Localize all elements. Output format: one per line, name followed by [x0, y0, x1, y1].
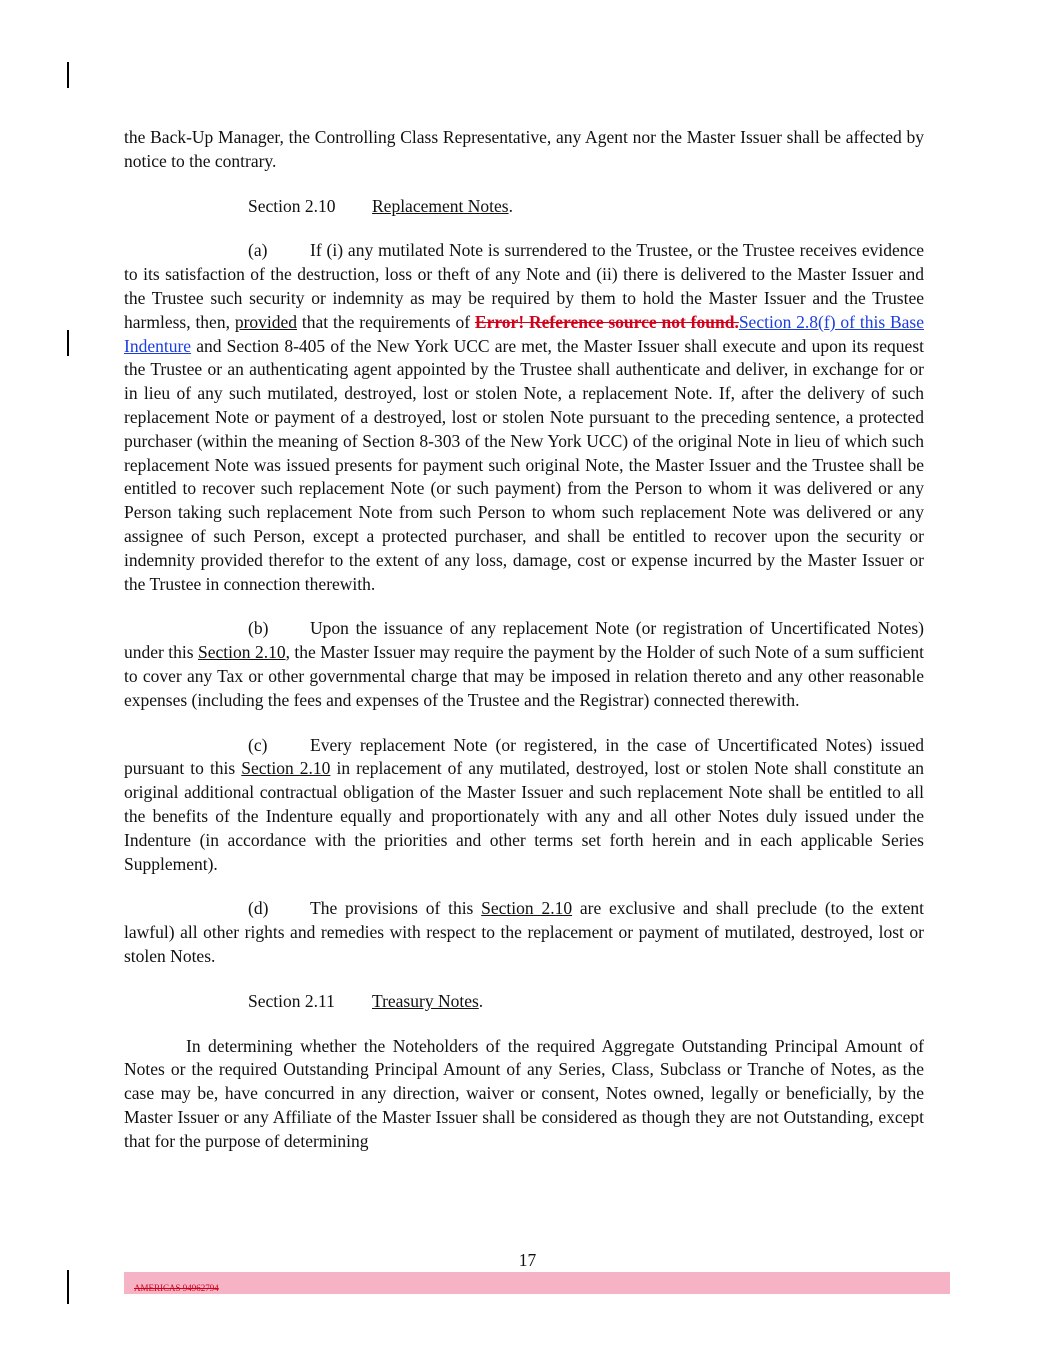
paragraph-label: (a) — [248, 240, 268, 261]
section-title: Treasury Notes — [372, 990, 479, 1011]
paragraph-b: (b) Upon the issuance of any replacement Note (or registration of Uncertificated Notes) under this Section 2.10, the Master Issuer may require the payment by the Holder of such Note of a sum sufficient to cover any Tax or other governmental charge that may be imposed in relation thereto and any other reasonable expenses (including the fees and expenses of the Trustee and the Registrar) connected therewith. — [124, 618, 924, 710]
paragraph-c: (c) Every replacement Note (or registered, in the case of Uncertificated Notes) issued pursuant to this Section 2.10 in replacement of any mutilated, destroyed, lost or stolen Note shall constitute an original additional contractual obligation of the Master Issuer and such replacement Note shall be entitled to all the benefits of the Indenture equally and proportionately with any and all other Notes duly issued under the Indenture (in accordance with the priorities and other terms set forth herein and in each applicable Series Supplement). — [124, 734, 924, 874]
change-bar — [67, 330, 69, 356]
section-reference: Section 2.10 — [481, 898, 573, 919]
section-heading-2-11: Section 2.11 Treasury Notes. — [124, 990, 924, 1014]
section-number: Section 2.11 — [248, 990, 335, 1011]
paragraph-label: (c) — [248, 734, 268, 755]
footer-band — [124, 1272, 950, 1294]
section-number: Section 2.10 — [248, 195, 336, 216]
deleted-reference: Error! Reference source not found. — [474, 311, 739, 332]
paragraph-d: (d) The provisions of this Section 2.10 are exclusive and shall preclude (to the extent lawful) all other rights and remedies with respect to the replacement or payment of mutilated, destroyed, lost or stolen Notes. — [124, 898, 924, 966]
document-body — [124, 126, 924, 1153]
change-bar — [67, 62, 69, 88]
footer-document-id: AMERICAS 94962794 — [134, 1283, 219, 1293]
paragraph-label: (d) — [248, 898, 269, 919]
page-number: 17 — [518, 1250, 537, 1270]
paragraph-a: (a) If (i) any mutilated Note is surrendered to the Trustee, or the Trustee receives evidence to its satisfaction of the destruction, loss or theft of any Note and (ii) there is delivered to the Master Issuer and the Trustee such security or indemnity as may be required by them to hold the Master Issuer and the Trustee harmless, then, provided that the requirements of Error! Reference source not found.Section 2.8(f) of this Base Indenture and Section 8-405 of the New York UCC are met, the Master Issuer shall execute and upon its request the Trustee or an authenticating agent appointed by the Trustee shall authenticate and deliver, in exchange for or in lieu of any such mutilated, destroyed, lost or stolen Note, a replacement Note. If, after the delivery of such replacement Note or payment of a destroyed, lost or stolen Note pursuant to the preceding sentence, a protected purchaser (within the meaning of Section 8-303 of the New York UCC) of the original Note in lieu of which such replacement Note was issued presents for payment such original Note, the Master Issuer and the Trustee shall be entitled to recover such replacement Note (or such payment) from the Person to whom it was delivered or any Person taking such replacement Note from such Person to whom such replacement Note was delivered or any assignee of such Person, except a protected purchaser, and shall be entitled to recover upon the security or indemnity provided therefor to the extent of any loss, damage, cost or expense incurred by the Master Issuer or the Trustee in connection therewith. — [124, 240, 925, 594]
section-reference: Section 2.10 — [198, 642, 286, 663]
provided-term: provided — [234, 311, 298, 332]
intro-paragraph: the Back-Up Manager, the Controlling Class Representative, any Agent nor the Master Issuer shall be affected by notice to the contrary. — [124, 127, 924, 171]
section-heading-2-10: Section 2.10 Replacement Notes. — [124, 195, 924, 219]
treasury-notes-paragraph: In determining whether the Noteholders of the required Aggregate Outstanding Principal Amount of Notes or the required Outstanding Principal Amount of any Series, Class, Subclass or Tranche of Notes, as the case may be, have concurred in any direction, waiver or consent, Notes owned, legally or beneficially, by the Master Issuer or any Affiliate of the Master Issuer shall be considered as though they are not Outstanding, except that for the purpose of determining — [124, 1035, 924, 1151]
inserted-reference-link[interactable]: Section 2.8(f) of this Base Indenture — [124, 311, 925, 356]
paragraph-label: (b) — [248, 618, 269, 639]
section-reference: Section 2.10 — [241, 758, 331, 779]
change-bar — [67, 1270, 69, 1304]
section-title: Replacement Notes — [372, 195, 509, 216]
